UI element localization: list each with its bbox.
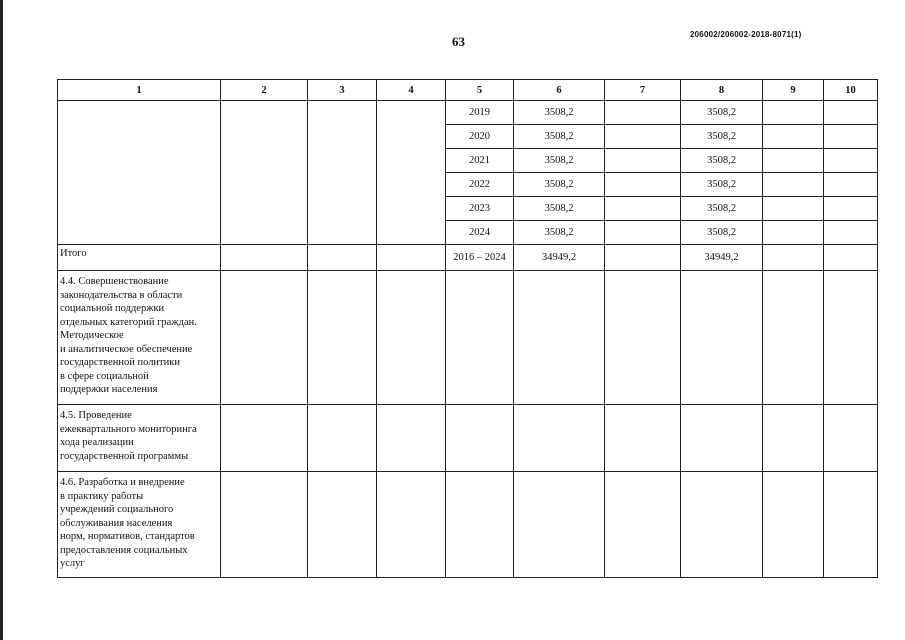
table-row <box>58 472 878 578</box>
item-description <box>58 472 221 578</box>
year-cell: 2019 <box>446 101 514 125</box>
empty-cell <box>824 197 878 221</box>
program-table <box>57 79 878 578</box>
empty-cell <box>221 245 308 271</box>
empty-cell <box>681 472 763 578</box>
empty-cell <box>308 472 377 578</box>
empty-cell <box>763 271 824 405</box>
empty-cell <box>377 271 446 405</box>
empty-cell <box>377 405 446 472</box>
total-label: Итого <box>58 245 221 271</box>
merged-cell <box>308 101 377 245</box>
column-number: 9 <box>763 80 824 101</box>
amount-cell: 3508,2 <box>514 173 605 197</box>
column-number: 6 <box>514 80 605 101</box>
description-line: услуг <box>60 558 85 569</box>
empty-cell <box>824 405 878 472</box>
amount-cell: 3508,2 <box>681 149 763 173</box>
empty-cell <box>605 125 681 149</box>
empty-cell <box>763 472 824 578</box>
scan-edge <box>0 0 3 640</box>
empty-cell <box>763 125 824 149</box>
empty-cell <box>763 101 824 125</box>
empty-cell <box>605 245 681 271</box>
total-period: 2016 – 2024 <box>446 245 514 271</box>
empty-cell <box>605 472 681 578</box>
empty-cell <box>605 173 681 197</box>
item-description <box>58 405 221 472</box>
table-row <box>58 101 878 125</box>
description-line: государственной программы <box>60 450 189 462</box>
column-number: 5 <box>446 80 514 101</box>
total-amount: 34949,2 <box>514 245 605 271</box>
column-number: 2 <box>221 80 308 101</box>
total-amount: 34949,2 <box>681 245 763 271</box>
empty-cell <box>308 271 377 405</box>
empty-cell <box>605 271 681 405</box>
column-number: 7 <box>605 80 681 101</box>
empty-cell <box>446 271 514 405</box>
amount-cell: 3508,2 <box>514 101 605 125</box>
empty-cell <box>824 271 878 405</box>
description-line: отдельных категорий граждан. <box>60 316 197 328</box>
description-line: социальной поддержки <box>60 303 165 314</box>
merged-cell <box>377 101 446 245</box>
empty-cell <box>763 149 824 173</box>
empty-cell <box>824 221 878 245</box>
column-number: 3 <box>308 80 377 101</box>
column-number: 8 <box>681 80 763 101</box>
merged-cell <box>221 101 308 245</box>
empty-cell <box>605 149 681 173</box>
empty-cell <box>763 197 824 221</box>
empty-cell <box>514 405 605 472</box>
empty-cell <box>824 173 878 197</box>
amount-cell: 3508,2 <box>681 101 763 125</box>
empty-cell <box>763 173 824 197</box>
amount-cell: 3508,2 <box>514 149 605 173</box>
empty-cell <box>605 101 681 125</box>
empty-cell <box>446 472 514 578</box>
total-row <box>58 245 878 271</box>
empty-cell <box>763 245 824 271</box>
description-line: предоставления социальных <box>60 544 188 556</box>
description-line: в практику работы <box>60 490 144 502</box>
empty-cell <box>681 405 763 472</box>
item-description <box>58 271 221 405</box>
description-line: 4.4. Совершенствование <box>60 276 169 287</box>
empty-cell <box>377 245 446 271</box>
amount-cell: 3508,2 <box>514 125 605 149</box>
year-cell: 2022 <box>446 173 514 197</box>
description-line: Методическое <box>60 330 124 341</box>
description-line: законодательства в области <box>60 289 183 301</box>
document-id: 206002/206002-2018-8071(1) <box>690 30 802 39</box>
amount-cell: 3508,2 <box>681 221 763 245</box>
description-line: и аналитическое обеспечение <box>60 343 193 355</box>
merged-cell <box>58 101 221 245</box>
empty-cell <box>308 405 377 472</box>
empty-cell <box>763 405 824 472</box>
empty-cell <box>605 221 681 245</box>
column-number: 1 <box>58 80 221 101</box>
page-number: 63 <box>452 34 465 49</box>
empty-cell <box>308 245 377 271</box>
column-number-row <box>58 80 878 101</box>
amount-cell: 3508,2 <box>681 125 763 149</box>
empty-cell <box>605 405 681 472</box>
description-line: ежеквартального мониторинга <box>60 423 197 435</box>
empty-cell <box>763 221 824 245</box>
empty-cell <box>377 472 446 578</box>
empty-cell <box>221 472 308 578</box>
empty-cell <box>824 149 878 173</box>
empty-cell <box>605 197 681 221</box>
description-line: хода реализации <box>60 437 134 448</box>
amount-cell: 3508,2 <box>681 173 763 197</box>
empty-cell <box>446 405 514 472</box>
amount-cell: 3508,2 <box>681 197 763 221</box>
year-cell: 2023 <box>446 197 514 221</box>
empty-cell <box>221 271 308 405</box>
description-line: 4.5. Проведение <box>60 410 132 421</box>
column-number: 10 <box>824 80 878 101</box>
description-line: норм, нормативов, стандартов <box>60 531 195 542</box>
empty-cell <box>514 271 605 405</box>
description-line: 4.6. Разработка и внедрение <box>60 477 185 488</box>
amount-cell: 3508,2 <box>514 221 605 245</box>
amount-cell: 3508,2 <box>514 197 605 221</box>
empty-cell <box>221 405 308 472</box>
empty-cell <box>681 271 763 405</box>
table-row <box>58 271 878 405</box>
description-line: поддержки населения <box>60 384 158 395</box>
empty-cell <box>824 125 878 149</box>
empty-cell <box>514 472 605 578</box>
empty-cell <box>824 101 878 125</box>
column-number: 4 <box>377 80 446 101</box>
description-line: обслуживания населения <box>60 517 173 529</box>
empty-cell <box>824 245 878 271</box>
year-cell: 2024 <box>446 221 514 245</box>
empty-cell <box>824 472 878 578</box>
year-cell: 2021 <box>446 149 514 173</box>
description-line: в сфере социальной <box>60 370 149 382</box>
description-line: государственной политики <box>60 357 180 368</box>
year-cell: 2020 <box>446 125 514 149</box>
description-line: учреждений социального <box>60 504 174 515</box>
table-row <box>58 405 878 472</box>
